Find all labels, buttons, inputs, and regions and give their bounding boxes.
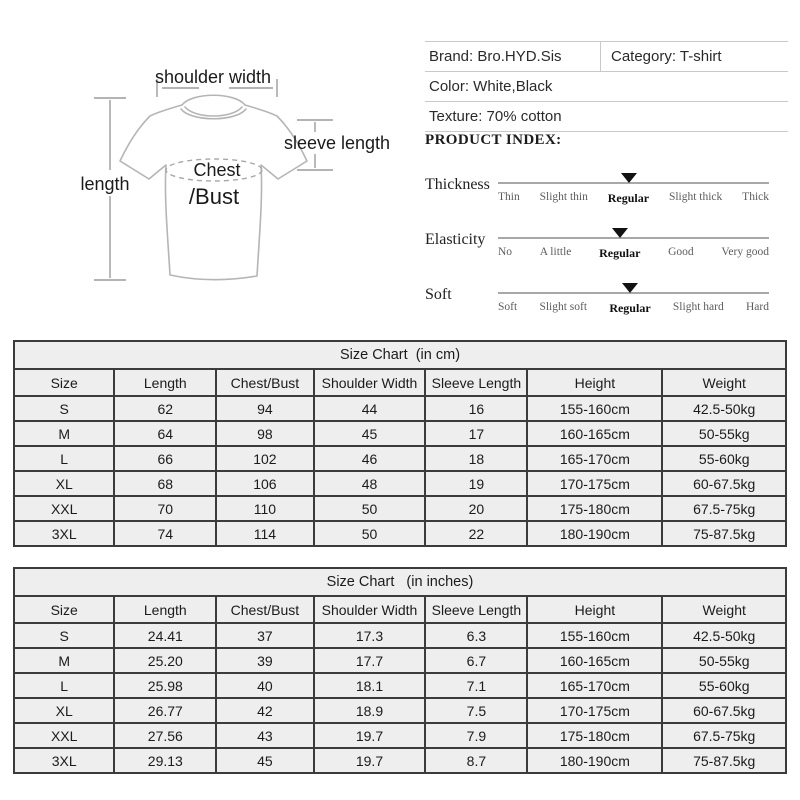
size-cell: M bbox=[14, 648, 114, 673]
size-cell: 170-175cm bbox=[527, 471, 662, 496]
size-cell: 24.41 bbox=[114, 623, 216, 648]
scale-name: Elasticity bbox=[425, 231, 486, 248]
info-row-brand-category bbox=[425, 41, 788, 72]
size-cell: 180-190cm bbox=[527, 521, 662, 546]
size-cell: 165-170cm bbox=[527, 673, 662, 698]
product-index-title: PRODUCT INDEX: bbox=[425, 132, 562, 148]
scale-name: Thickness bbox=[425, 176, 490, 193]
size-cell: L bbox=[14, 673, 114, 698]
chest-label: Chest bbox=[193, 160, 241, 180]
size-cell: 27.56 bbox=[114, 723, 216, 748]
size-cell: 165-170cm bbox=[527, 446, 662, 471]
size-cell: 44 bbox=[314, 396, 426, 421]
column-header: Height bbox=[527, 596, 662, 623]
size-row bbox=[14, 396, 786, 421]
size-cell: 46 bbox=[314, 446, 426, 471]
size-row bbox=[14, 421, 786, 446]
size-cell: 18 bbox=[425, 446, 527, 471]
size-cell: 25.98 bbox=[114, 673, 216, 698]
size-cell: 155-160cm bbox=[527, 623, 662, 648]
size-row bbox=[14, 698, 786, 723]
size-cell: 50-55kg bbox=[662, 648, 786, 673]
size-cell: 64 bbox=[114, 421, 216, 446]
product-index-scales bbox=[425, 170, 788, 335]
scale-levels bbox=[498, 301, 769, 316]
size-cell: 160-165cm bbox=[527, 648, 662, 673]
size-cell: M bbox=[14, 421, 114, 446]
size-cell: 40 bbox=[216, 673, 313, 698]
scale-track bbox=[498, 225, 769, 280]
size-cell: 8.7 bbox=[425, 748, 527, 773]
size-chart-cm-table bbox=[13, 340, 787, 547]
color-value: Color: White,Black bbox=[429, 78, 553, 95]
size-cell: 50 bbox=[314, 521, 426, 546]
size-cell: 94 bbox=[216, 396, 313, 421]
size-cell: 39 bbox=[216, 648, 313, 673]
size-cell: 7.1 bbox=[425, 673, 527, 698]
scale-level-label: No bbox=[498, 246, 513, 258]
info-row-texture bbox=[425, 102, 788, 132]
scale-track bbox=[498, 170, 769, 225]
bust-label: /Bust bbox=[188, 184, 240, 209]
length-label: length bbox=[80, 174, 130, 194]
size-cell: 17.7 bbox=[314, 648, 426, 673]
size-row bbox=[14, 446, 786, 471]
scale-marker-icon bbox=[612, 228, 628, 238]
scale-level-label: Good bbox=[668, 246, 694, 258]
size-cell: 6.7 bbox=[425, 648, 527, 673]
scale-marker-icon bbox=[622, 283, 638, 293]
size-cell: 7.5 bbox=[425, 698, 527, 723]
size-chart-title: Size Chart (in inches) bbox=[14, 568, 786, 596]
size-cell: 60-67.5kg bbox=[662, 471, 786, 496]
size-chart-title: Size Chart (in cm) bbox=[14, 341, 786, 369]
size-cell: 102 bbox=[216, 446, 313, 471]
brand-value: Brand: Bro.HYD.Sis bbox=[425, 42, 601, 71]
size-cell: 66 bbox=[114, 446, 216, 471]
size-cell: 50-55kg bbox=[662, 421, 786, 446]
size-cell: 74 bbox=[114, 521, 216, 546]
index-scale-row bbox=[425, 170, 788, 225]
size-cell: 37 bbox=[216, 623, 313, 648]
scale-line bbox=[498, 292, 769, 294]
size-cell: 20 bbox=[425, 496, 527, 521]
scale-level-label: Regular bbox=[609, 301, 651, 315]
size-cell: 17 bbox=[425, 421, 527, 446]
size-cell: S bbox=[14, 396, 114, 421]
size-cell: 29.13 bbox=[114, 748, 216, 773]
size-cell: 155-160cm bbox=[527, 396, 662, 421]
scale-level-label: Slight soft bbox=[539, 301, 588, 313]
scale-line bbox=[498, 182, 769, 184]
size-cell: 45 bbox=[314, 421, 426, 446]
size-row bbox=[14, 723, 786, 748]
size-cell: 114 bbox=[216, 521, 313, 546]
scale-level-label: Thin bbox=[498, 191, 520, 203]
size-cell: 106 bbox=[216, 471, 313, 496]
size-cell: 98 bbox=[216, 421, 313, 446]
size-cell: 42.5-50kg bbox=[662, 623, 786, 648]
size-cell: L bbox=[14, 446, 114, 471]
column-header: Shoulder Width bbox=[314, 369, 426, 396]
scale-level-label: Thick bbox=[742, 191, 769, 203]
size-cell: 19.7 bbox=[314, 748, 426, 773]
size-cell: S bbox=[14, 623, 114, 648]
size-cell: 19.7 bbox=[314, 723, 426, 748]
size-cell: XXL bbox=[14, 723, 114, 748]
column-header: Size bbox=[14, 596, 114, 623]
scale-level-label: Slight thin bbox=[539, 191, 588, 203]
size-cell: 42 bbox=[216, 698, 313, 723]
tshirt-measurement-diagram bbox=[0, 18, 430, 338]
size-row bbox=[14, 648, 786, 673]
size-cell: XL bbox=[14, 471, 114, 496]
scale-level-label: Regular bbox=[599, 246, 641, 260]
size-cell: 7.9 bbox=[425, 723, 527, 748]
size-cell: XL bbox=[14, 698, 114, 723]
scale-level-label: Very good bbox=[721, 246, 769, 258]
size-cell: 75-87.5kg bbox=[662, 748, 786, 773]
size-cell: 180-190cm bbox=[527, 748, 662, 773]
size-chart-inches-table bbox=[13, 567, 787, 774]
sleeve-length-label: sleeve length bbox=[283, 133, 391, 153]
size-row bbox=[14, 496, 786, 521]
size-cell: 60-67.5kg bbox=[662, 698, 786, 723]
size-row bbox=[14, 471, 786, 496]
column-header: Sleeve Length bbox=[425, 596, 527, 623]
category-value: Category: T-shirt bbox=[611, 48, 722, 65]
size-cell: 18.9 bbox=[314, 698, 426, 723]
size-cell: 50 bbox=[314, 496, 426, 521]
scale-level-label: Slight thick bbox=[668, 191, 723, 203]
size-row bbox=[14, 623, 786, 648]
scale-level-label: A little bbox=[539, 246, 572, 258]
scale-levels bbox=[498, 246, 769, 261]
product-info-panel bbox=[425, 41, 788, 132]
size-cell: XXL bbox=[14, 496, 114, 521]
size-cell: 6.3 bbox=[425, 623, 527, 648]
size-cell: 62 bbox=[114, 396, 216, 421]
scale-level-label: Slight hard bbox=[672, 301, 724, 313]
scale-name: Soft bbox=[425, 286, 452, 303]
size-cell: 75-87.5kg bbox=[662, 521, 786, 546]
size-cell: 70 bbox=[114, 496, 216, 521]
index-scale-row bbox=[425, 225, 788, 280]
size-cell: 45 bbox=[216, 748, 313, 773]
texture-value: Texture: 70% cotton bbox=[429, 108, 562, 125]
scale-level-label: Soft bbox=[498, 301, 518, 313]
scale-level-label: Hard bbox=[745, 301, 769, 313]
product-index-panel bbox=[425, 130, 788, 335]
size-cell: 55-60kg bbox=[662, 673, 786, 698]
size-cell: 19 bbox=[425, 471, 527, 496]
column-header: Chest/Bust bbox=[216, 596, 313, 623]
scale-level-label: Regular bbox=[607, 191, 650, 205]
size-cell: 175-180cm bbox=[527, 723, 662, 748]
size-cell: 110 bbox=[216, 496, 313, 521]
size-cell: 175-180cm bbox=[527, 496, 662, 521]
size-cell: 67.5-75kg bbox=[662, 496, 786, 521]
size-cell: 68 bbox=[114, 471, 216, 496]
size-cell: 42.5-50kg bbox=[662, 396, 786, 421]
size-row bbox=[14, 748, 786, 773]
column-header: Weight bbox=[662, 596, 786, 623]
column-header: Chest/Bust bbox=[216, 369, 313, 396]
scale-levels bbox=[498, 191, 769, 206]
size-cell: 3XL bbox=[14, 521, 114, 546]
size-cell: 43 bbox=[216, 723, 313, 748]
size-cell: 17.3 bbox=[314, 623, 426, 648]
size-cell: 160-165cm bbox=[527, 421, 662, 446]
index-scale-row bbox=[425, 280, 788, 335]
size-row bbox=[14, 521, 786, 546]
column-header: Length bbox=[114, 369, 216, 396]
column-header: Sleeve Length bbox=[425, 369, 527, 396]
size-cell: 18.1 bbox=[314, 673, 426, 698]
header-row bbox=[14, 596, 786, 623]
scale-marker-icon bbox=[621, 173, 637, 183]
column-header: Size bbox=[14, 369, 114, 396]
scale-track bbox=[498, 280, 769, 335]
size-cell: 48 bbox=[314, 471, 426, 496]
size-cell: 55-60kg bbox=[662, 446, 786, 471]
size-cell: 16 bbox=[425, 396, 527, 421]
column-header: Shoulder Width bbox=[314, 596, 426, 623]
size-cell: 22 bbox=[425, 521, 527, 546]
scale-line bbox=[498, 237, 769, 239]
header-row bbox=[14, 369, 786, 396]
info-row-color bbox=[425, 72, 788, 102]
column-header: Height bbox=[527, 369, 662, 396]
size-row bbox=[14, 673, 786, 698]
size-cell: 3XL bbox=[14, 748, 114, 773]
shoulder-width-label: shoulder width bbox=[154, 67, 272, 87]
size-cell: 170-175cm bbox=[527, 698, 662, 723]
size-cell: 25.20 bbox=[114, 648, 216, 673]
tshirt-diagram-svg bbox=[0, 18, 430, 338]
column-header: Weight bbox=[662, 369, 786, 396]
size-cell: 67.5-75kg bbox=[662, 723, 786, 748]
column-header: Length bbox=[114, 596, 216, 623]
size-cell: 26.77 bbox=[114, 698, 216, 723]
